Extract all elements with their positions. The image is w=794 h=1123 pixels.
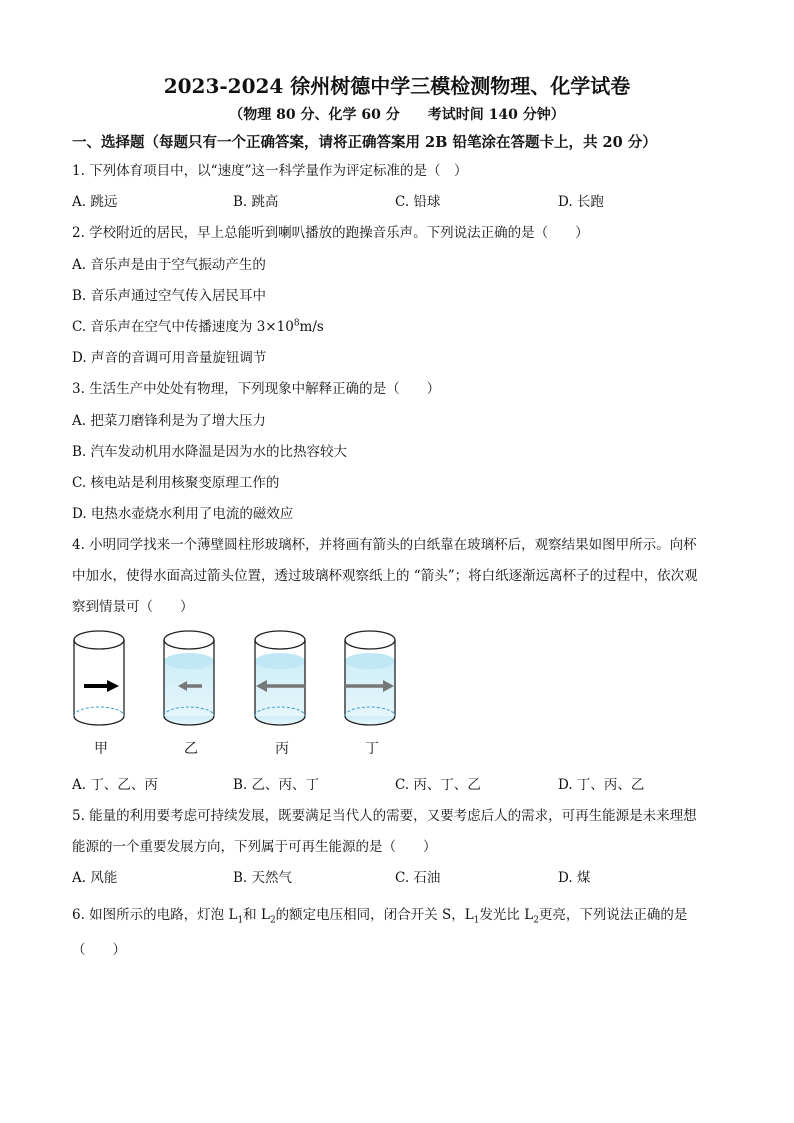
question-3-option-a: A. 把菜刀磨锋利是为了增大压力 xyxy=(72,413,266,429)
exam-info: （物理 80 分、化学 60 分 考试时间 140 分钟） xyxy=(229,107,565,123)
question-4-option-a: A. 丁、乙、丙 xyxy=(72,777,158,793)
question-2-option-c: C. 音乐声在空气中传播速度为 $3\times 10^8m/s$ xyxy=(72,318,324,335)
question-2-option-b: B. 音乐声通过空气传入居民耳中 xyxy=(72,288,267,304)
question-1-option-c: C. 铅球 xyxy=(395,194,441,210)
section-heading: 一、选择题（每题只有一个正确答案，请将正确答案用 2B 铅笔涂在答题卡上，共 20 分） xyxy=(72,134,657,151)
figure-label-ding: 丁 xyxy=(365,741,379,757)
question-6-line-1: 6. 如图所示的电路，灯泡 $L_1$和 $L_2$的额定电压相同，闭合开关 S，$L_1$发光比 $L_2$更亮，下列说法正确的是 xyxy=(72,907,688,926)
question-1-option-a: A. 跳远 xyxy=(72,194,118,210)
question-3-option-d: D. 电热水壶烧水利用了电流的磁效应 xyxy=(72,506,294,522)
question-5-line-1: 5. 能量的利用要考虑可持续发展，既要满足当代人的需要，又要考虑后人的需求，可再生能源是未来理想 xyxy=(72,808,697,824)
figure-label-yi: 乙 xyxy=(184,741,198,757)
question-5-option-c: C. 石油 xyxy=(395,870,441,886)
figure-label-bing: 丙 xyxy=(275,741,289,757)
question-4-option-b: B. 乙、丙、丁 xyxy=(233,777,320,793)
cup-ding xyxy=(345,631,395,725)
page-title: 2023-2024 徐州树德中学三模检测物理、化学试卷 xyxy=(163,74,631,98)
arrow-right-icon xyxy=(84,680,119,692)
question-5-option-b: B. 天然气 xyxy=(233,870,293,886)
question-1-stem: 1. 下列体育项目中，以“速度”这一科学量作为评定标准的是（ ） xyxy=(72,163,468,179)
question-4-line-2: 中加水，使得水面高过箭头位置，透过玻璃杯观察纸上的 “箭头”；将白纸逐渐远离杯子的过程中，依次观 xyxy=(72,568,698,584)
figure-label-jia: 甲 xyxy=(94,741,108,757)
question-4-line-3: 察到情景可（ ） xyxy=(72,599,194,615)
question-3-option-b: B. 汽车发动机用水降温是因为水的比热容较大 xyxy=(72,444,348,460)
question-2-stem: 2. 学校附近的居民，早上总能听到喇叭播放的跑操音乐声。下列说法正确的是（ ） xyxy=(72,225,589,241)
cup-bing xyxy=(255,631,305,725)
question-2-option-d: D. 声音的音调可用音量旋钮调节 xyxy=(72,350,267,366)
cup-jia xyxy=(74,631,124,725)
question-1-option-b: B. 跳高 xyxy=(233,194,279,210)
question-3-stem: 3. 生活生产中处处有物理，下列现象中解释正确的是（ ） xyxy=(72,381,441,397)
question-3-option-c: C. 核电站是利用核聚变原理工作的 xyxy=(72,475,280,491)
question-4-option-c: C. 丙、丁、乙 xyxy=(395,777,481,793)
question-5-option-a: A. 风能 xyxy=(72,870,118,886)
cup-yi xyxy=(164,631,214,725)
question-5-option-d: D. 煤 xyxy=(558,870,591,886)
question-1-option-d: D. 长跑 xyxy=(558,194,604,210)
question-4-option-d: D. 丁、丙、乙 xyxy=(558,777,645,793)
question-6-line-2: （ ） xyxy=(72,942,126,958)
question-4-line-1: 4. 小明同学找来一个薄壁圆柱形玻璃杯，并将画有箭头的白纸靠在玻璃杯后，观察结果如图甲所示。向杯 xyxy=(72,537,697,553)
question-5-line-2: 能源的一个重要发展方向，下列属于可再生能源的是（ ） xyxy=(72,839,437,855)
question-2-option-a: A. 音乐声是由于空气振动产生的 xyxy=(72,257,266,273)
